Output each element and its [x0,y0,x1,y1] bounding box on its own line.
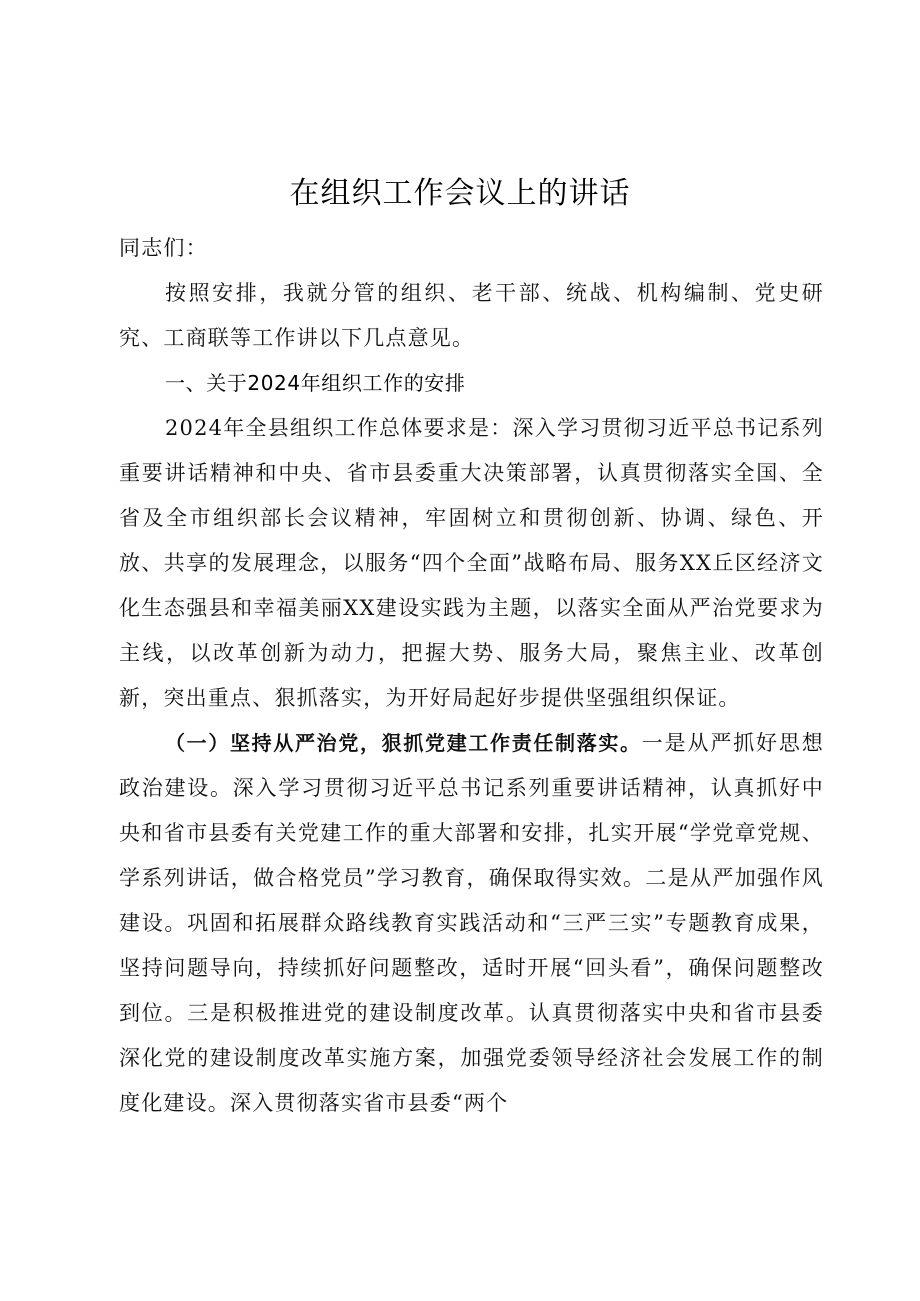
intro-paragraph: 按照安排，我就分管的组织、老干部、统战、机构编制、党史研究、工商联等工作讲以下几点意见。 [119,281,824,350]
subsection-1-body: 一是从严抓好思想政治建设。深入学习贯彻习近平总书记系列重要讲话精神，认真抓好中央和省市县委有关党建工作的重大部署和安排，扎实开展“学党章党规、学系列讲话，做合格党员”学习教育，确保取得实效。二是从严加强作风建设。巩固和拓展群众路线教育实践活动和“三严三实”专题教育成果，坚持问题导向，持续抓好问题整改，适时开展“回头看”，确保问题整改到位。三是积极推进党的建设制度改革。认真贯彻落实中央和省市县委深化党的建设制度改革实施方案，加强党委领导经济社会发展工作的制度化建设。深入贯彻落实省市县委“两个 [119,731,824,1115]
document-title: 在组织工作会议上的讲话 [289,176,631,211]
section-1-paragraph: 2024年全县组织工作总体要求是：深入学习贯彻习近平总书记系列重要讲话精神和中央、省市县委重大决策部署，认真贯彻落实全国、全省及全市组织部长会议精神，牢固树立和贯彻创新、协调、绿色、开放、共享的发展理念，以服务“四个全面”战略布局、服务XX丘区经济文化生态强县和幸福美丽XX建设实践为主题，以落实全面从严治党要求为主线，以改革创新为动力，把握大势、服务大局，聚焦主业、改革创新，突出重点、狠抓落实，为开好局起好步提供坚强组织保证。 [119,416,824,710]
document-body [119,226,824,1126]
subsection-1-paragraph [119,721,824,1126]
subsection-1-lead: （一）坚持从严治党，狠抓党建工作责任制落实。 [165,731,642,755]
section-heading-1: 一、关于2024年组织工作的安排 [165,371,466,395]
salutation: 同志们： [119,236,208,260]
